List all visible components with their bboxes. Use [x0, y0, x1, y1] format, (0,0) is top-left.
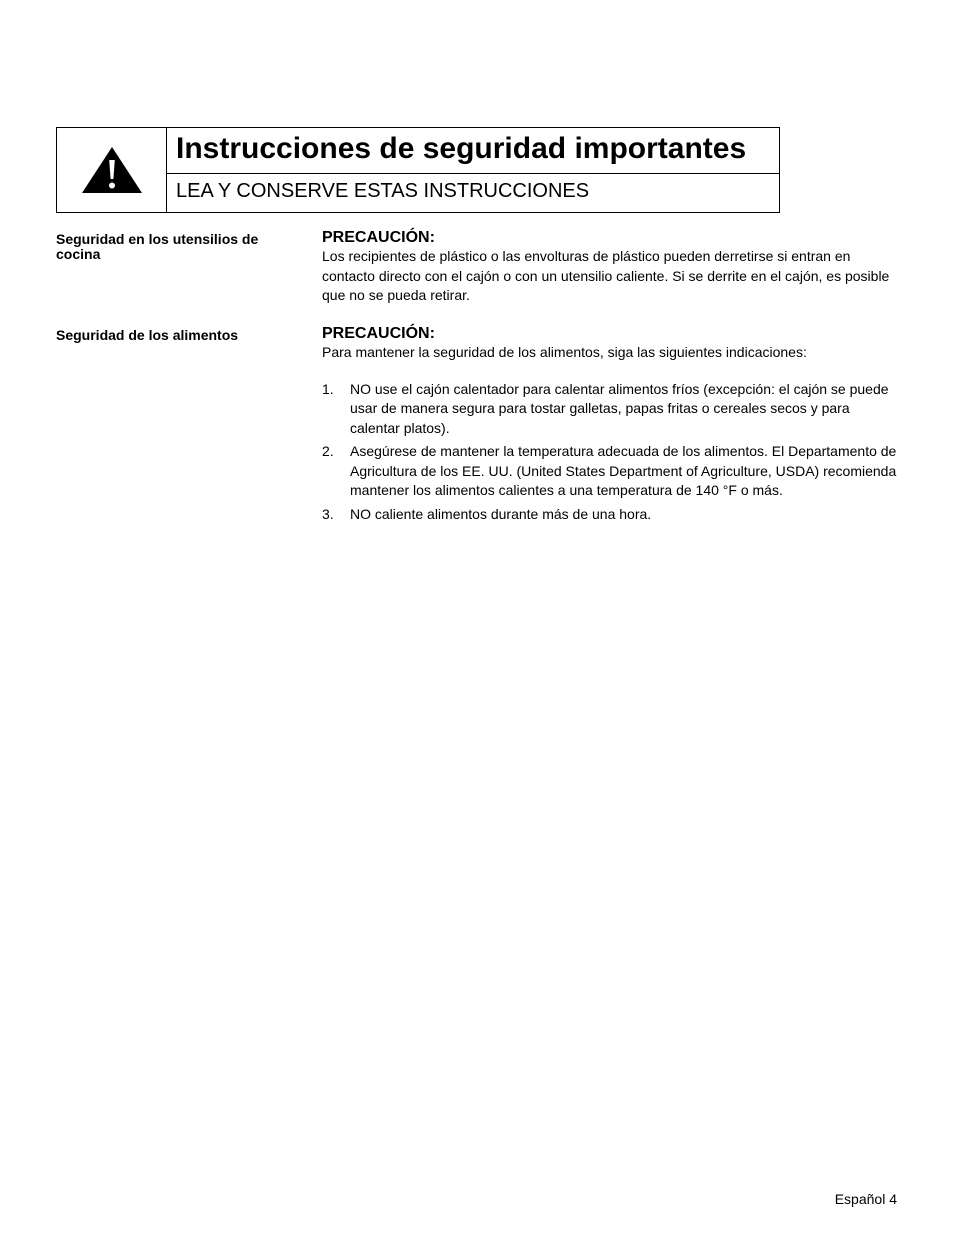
- warning-triangle-icon: [80, 145, 144, 195]
- list-item: [322, 505, 898, 525]
- safety-header-box: [56, 127, 780, 213]
- caution-text: Para mantener la seguridad de los alimentos, siga las siguientes indicaciones:: [322, 344, 807, 360]
- header-text-cell: [167, 128, 779, 212]
- step-number: 2.: [322, 443, 334, 459]
- step-text: NO use el cajón calentador para calentar alimentos fríos (excepción: el cajón se puede usar de manera segura para tostar galletas, papas fritas o cereales secos y para calentar platos).: [350, 380, 889, 436]
- step-number: 1.: [322, 380, 334, 397]
- caution-text: Los recipientes de plástico o las envolturas de plástico pueden derretirse si entran en contacto directo con el cajón o con un utensilio caliente. Si se derrite en el cajón, es posible que no se pueda retirar.: [322, 248, 890, 303]
- warning-icon-cell: [57, 128, 167, 212]
- section-label-food-safety: Seguridad de los alimentos: [56, 327, 239, 343]
- list-item: [322, 380, 898, 439]
- caution-heading: PRECAUCIÓN:: [322, 229, 435, 246]
- page-title: Instrucciones de seguridad importantes: [167, 128, 779, 174]
- step-text: NO caliente alimentos durante más de una hora.: [350, 505, 652, 522]
- section-body-cookware-safety: [322, 229, 898, 306]
- caution-heading: PRECAUCIÓN:: [322, 325, 435, 342]
- list-item: [322, 442, 898, 501]
- section-body-food-safety: [322, 325, 898, 528]
- step-text: Asegúrese de mantener la temperatura adecuada de los alimentos. El Departamento de Agricultura de los EE. UU. (United States Department of Agriculture, USDA) recomienda mantener los alimentos calientes a una temperatura de 140 °F o más.: [350, 443, 897, 498]
- section-label-cookware-safety: Seguridad en los utensilios de cocina: [56, 231, 259, 262]
- step-number: 3.: [322, 505, 334, 522]
- food-safety-steps: [322, 380, 898, 525]
- page-subtitle: LEA Y CONSERVE ESTAS INSTRUCCIONES: [176, 180, 590, 202]
- page-number: Español 4: [834, 1191, 897, 1207]
